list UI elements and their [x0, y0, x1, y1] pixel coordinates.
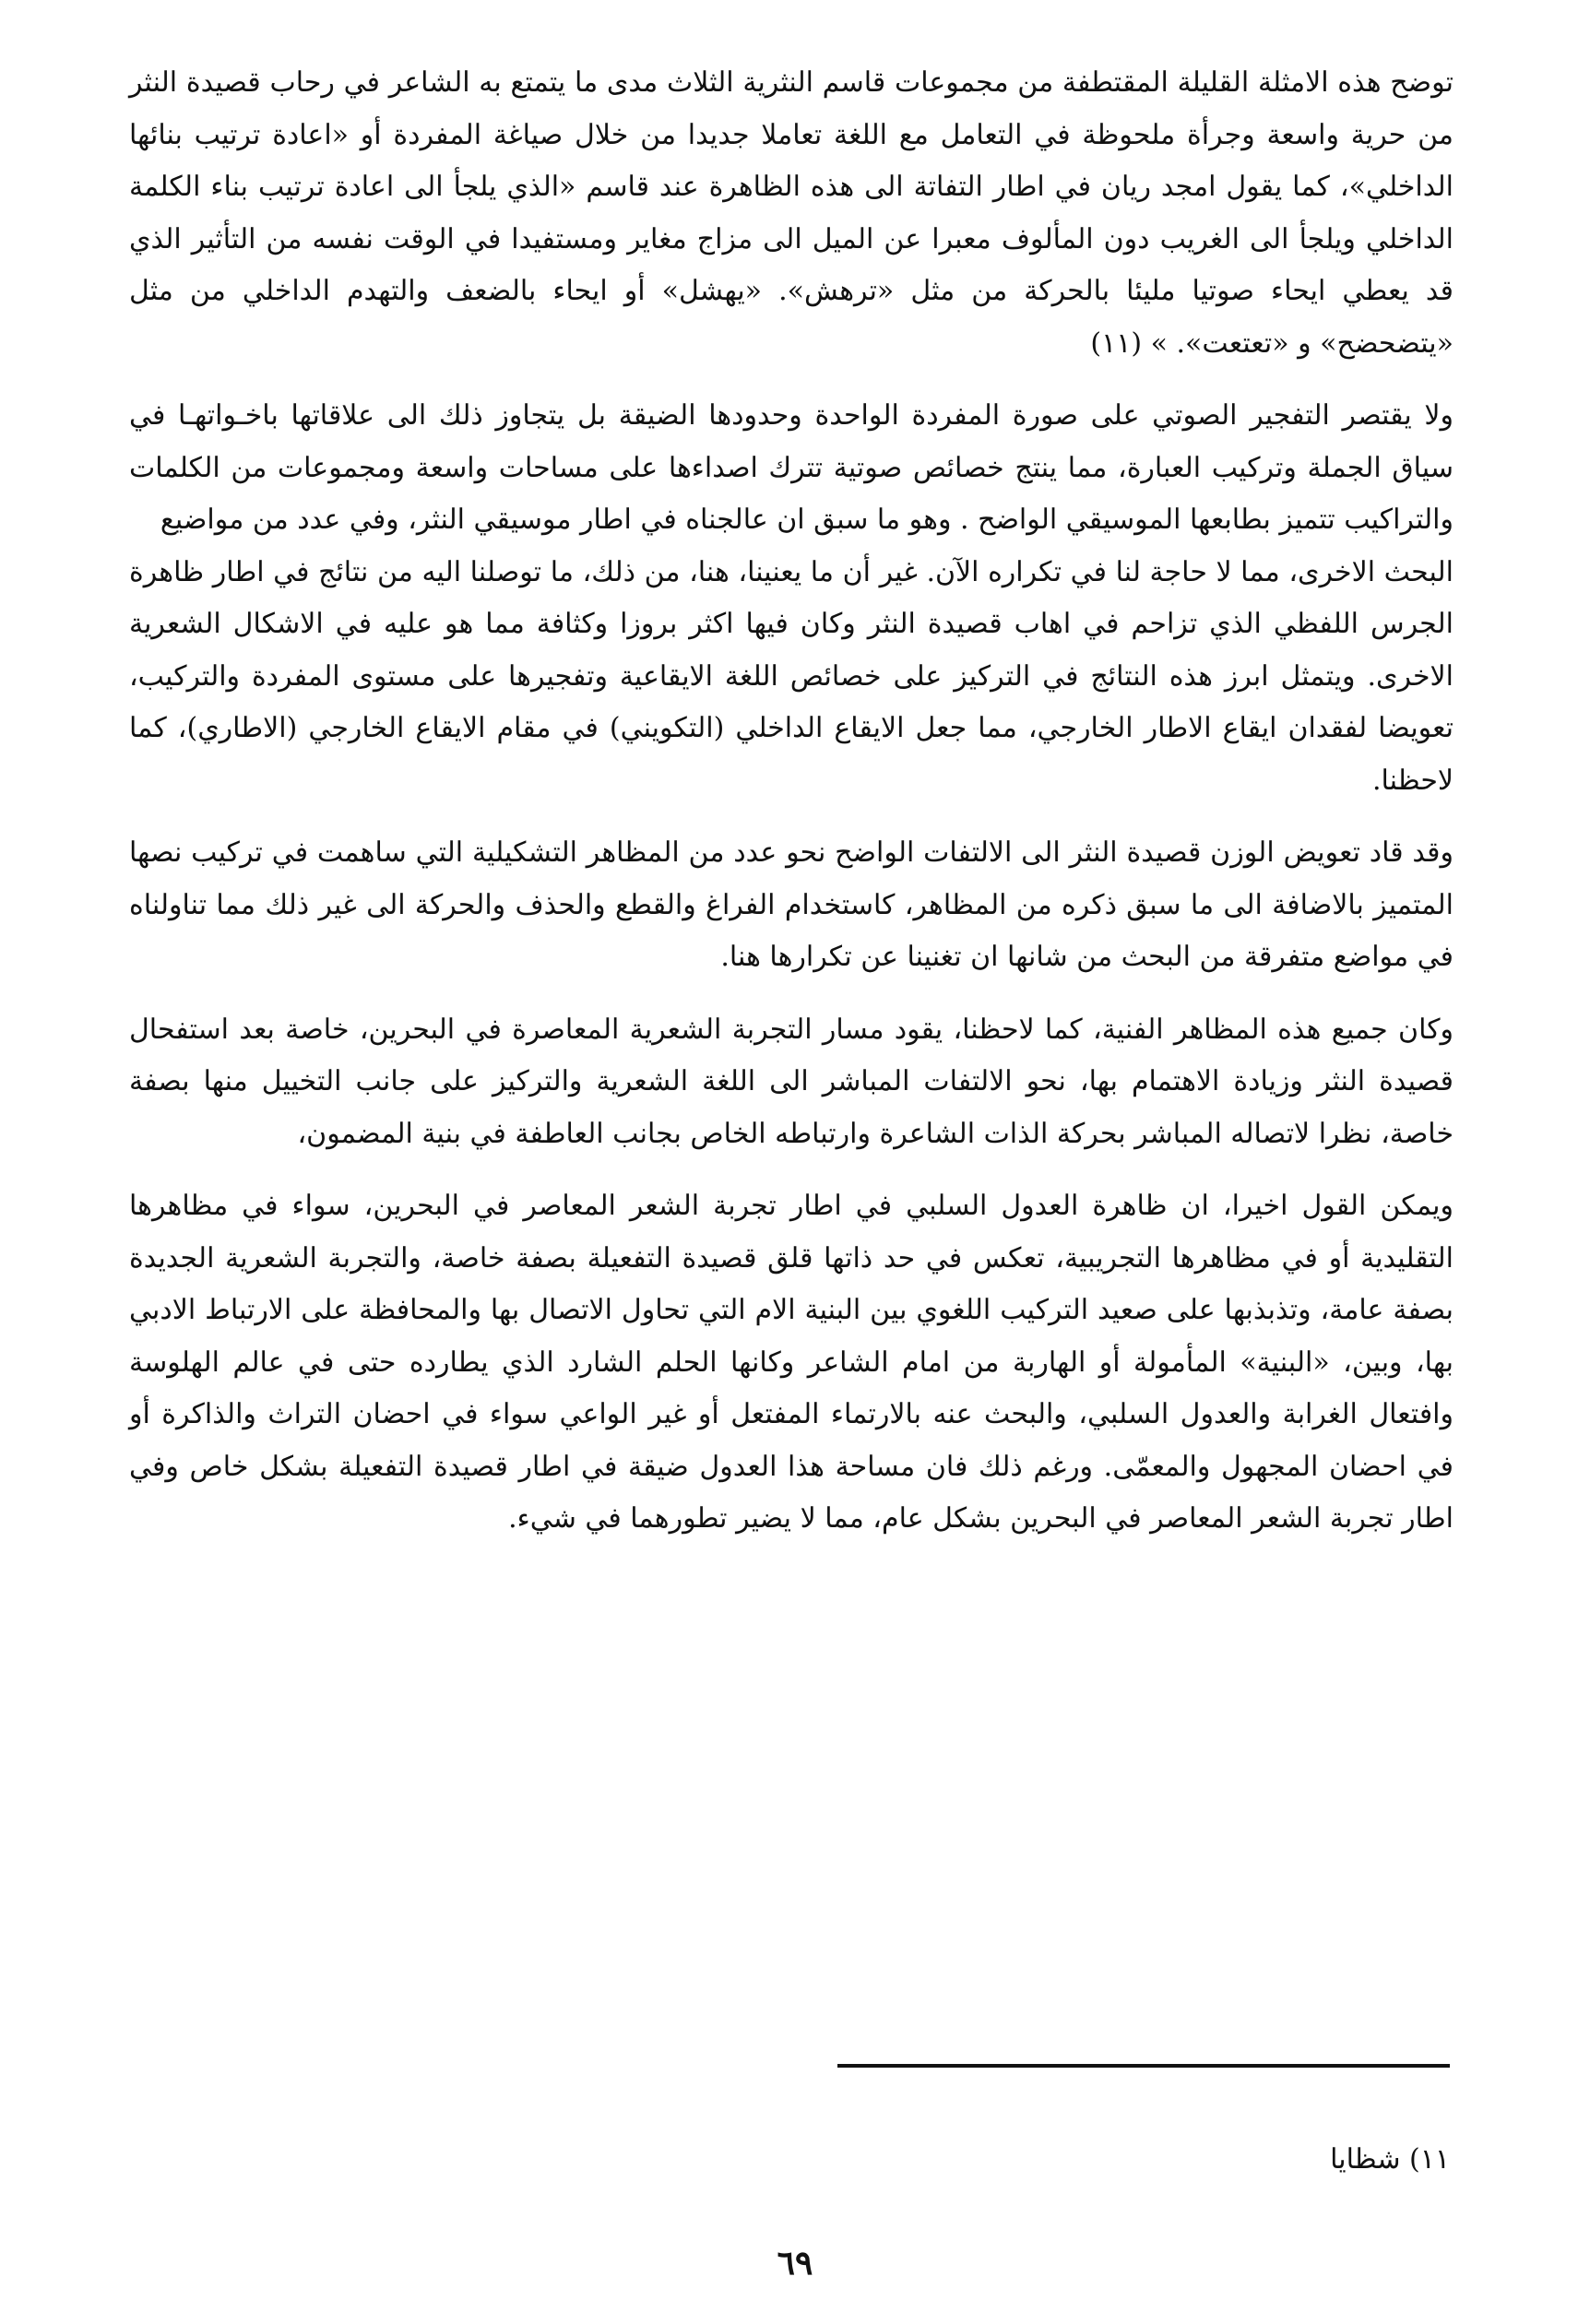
paragraph-6: ويمكن القول اخيرا، ان ظاهرة العدول السلبي في اطار تجربة الشعر المعاصر في البحرين، سواء في مظاهرها التقليدية أو في مظاهرها التجريبية، تعكس في حد ذاتها قلق قصيدة التفعيلة بصفة خاصة، والتجربة الشعرية الجديدة بصفة عامة، وتذبذبها على صعيد التركيب اللغوي بين البنية الام التي تحاول الاتصال بها والمحافظة على الارتباط الادبي بها، وبين، «البنية» المأمولة أو الهاربة من امام الشاعر وكانها الحلم الشارد الذي يطارده حتى في عالم الهلوسة وافتعال الغرابة والعدول السلبي، والبحث عنه بالارتماء المفتعل أو غير الواعي سواء في احضان التراث والذاكرة أو في احضان المجهول والمعمّى. ورغم ذلك فان مساحة هذا العدول ضيقة في اطار قصيدة التفعيلة بشكل خاص وفي اطار تجربة الشعر المعاصر في البحرين بشكل عام، مما لا يضير تطورهما في شيء. — [129, 1190, 1454, 1535]
paragraph-1: توضح هذه الامثلة القليلة المقتطفة من مجموعات قاسم النثرية الثلاث مدى ما يتمتع به الشاعر في رحاب قصيدة النثر من حرية واسعة وجرأة ملحوظة في التعامل مع اللغة تعاملا جديدا من خلال صياغة المفردة أو «اعادة ترتيب بنائها الداخلي»، كما يقول امجد ريان في اطار التفاتة الى هذه الظاهرة عند قاسم «الذي يلجأ الى اعادة ترتيب بناء الكلمة الداخلي ويلجأ الى الغريب دون المألوف معبرا عن الميل الى مزاج مغاير ومستفيدا في الوقت نفسه من التأثير الذي قد يعطي ايحاء صوتيا مليئا بالحركة من مثل «ترهش». «يهشل» أو ايحاء بالضعف والتهدم الداخلي من مثل «يتضحضح» و «تعتعت». » (١١) — [129, 66, 1454, 360]
paragraph-3: البحث الاخرى، مما لا حاجة لنا في تكراره الآن. غير أن ما يعنينا، هنا، من ذلك، ما توصلنا اليه من نتائج في اطار ظاهرة الجرس اللفظي الذي تزاحم في اهاب قصيدة النثر وكان فيها اكثر بروزا وكثافة مما هو عليه في الاشكال الشعرية الاخرى. ويتمثل ابرز هذه النتائج في التركيز على خصائص اللغة الايقاعية وتفجيرها على مستوى المفردة والتركيب، تعويضا لفقدان ايقاع الاطار الخارجي، مما جعل الايقاع الداخلي (التكويني) في مقام الايقاع الخارجي (الاطاري)، كما لاحظنا. — [129, 555, 1454, 797]
paragraph-2: ولا يقتصر التفجير الصوتي على صورة المفردة الواحدة وحدودها الضيقة بل يتجاوز ذلك الى علاقاتها باخـواتهـا في سياق الجملة وتركيب العبارة، مما ينتج خصائص صوتية تترك اصداءها على مساحات واسعة ومجموعات من الكلمات والتراكيب تتميز بطابعها الموسيقي الواضح . وهو ما سبق ان عالجناه في اطار موسيقي النثر، وفي عدد من مواضيع — [129, 399, 1454, 536]
footnote-divider — [837, 2064, 1450, 2068]
paragraph-4: وقد قاد تعويض الوزن قصيدة النثر الى الالتفات الواضح نحو عدد من المظاهر التشكيلية التي ساهمت في تركيب نصها المتميز بالاضافة الى ما سبق ذكره من المظاهر، كاستخدام الفراغ والقطع والحذف والحركة الى غير ذلك مما تناولناه في مواضع متفرقة من البحث من شانها ان تغنينا عن تكرارها هنا. — [129, 836, 1454, 973]
footnote: ١١) شظايا — [1330, 2143, 1450, 2176]
body-text — [129, 57, 1454, 1566]
page-number: ٦٩ — [777, 2244, 813, 2282]
paragraph-5: وكان جميع هذه المظاهر الفنية، كما لاحظنا، يقود مسار التجربة الشعرية المعاصرة في البحرين، خاصة بعد استفحال قصيدة النثر وزيادة الاهتمام بها، نحو الالتفات المباشر الى اللغة الشعرية والتركيز على جانب التخييل منها بصفة خاصة، نظرا لاتصاله المباشر بحركة الذات الشاعرة وارتباطه الخاص بجانب العاطفة في بنية المضمون، — [129, 1013, 1454, 1150]
